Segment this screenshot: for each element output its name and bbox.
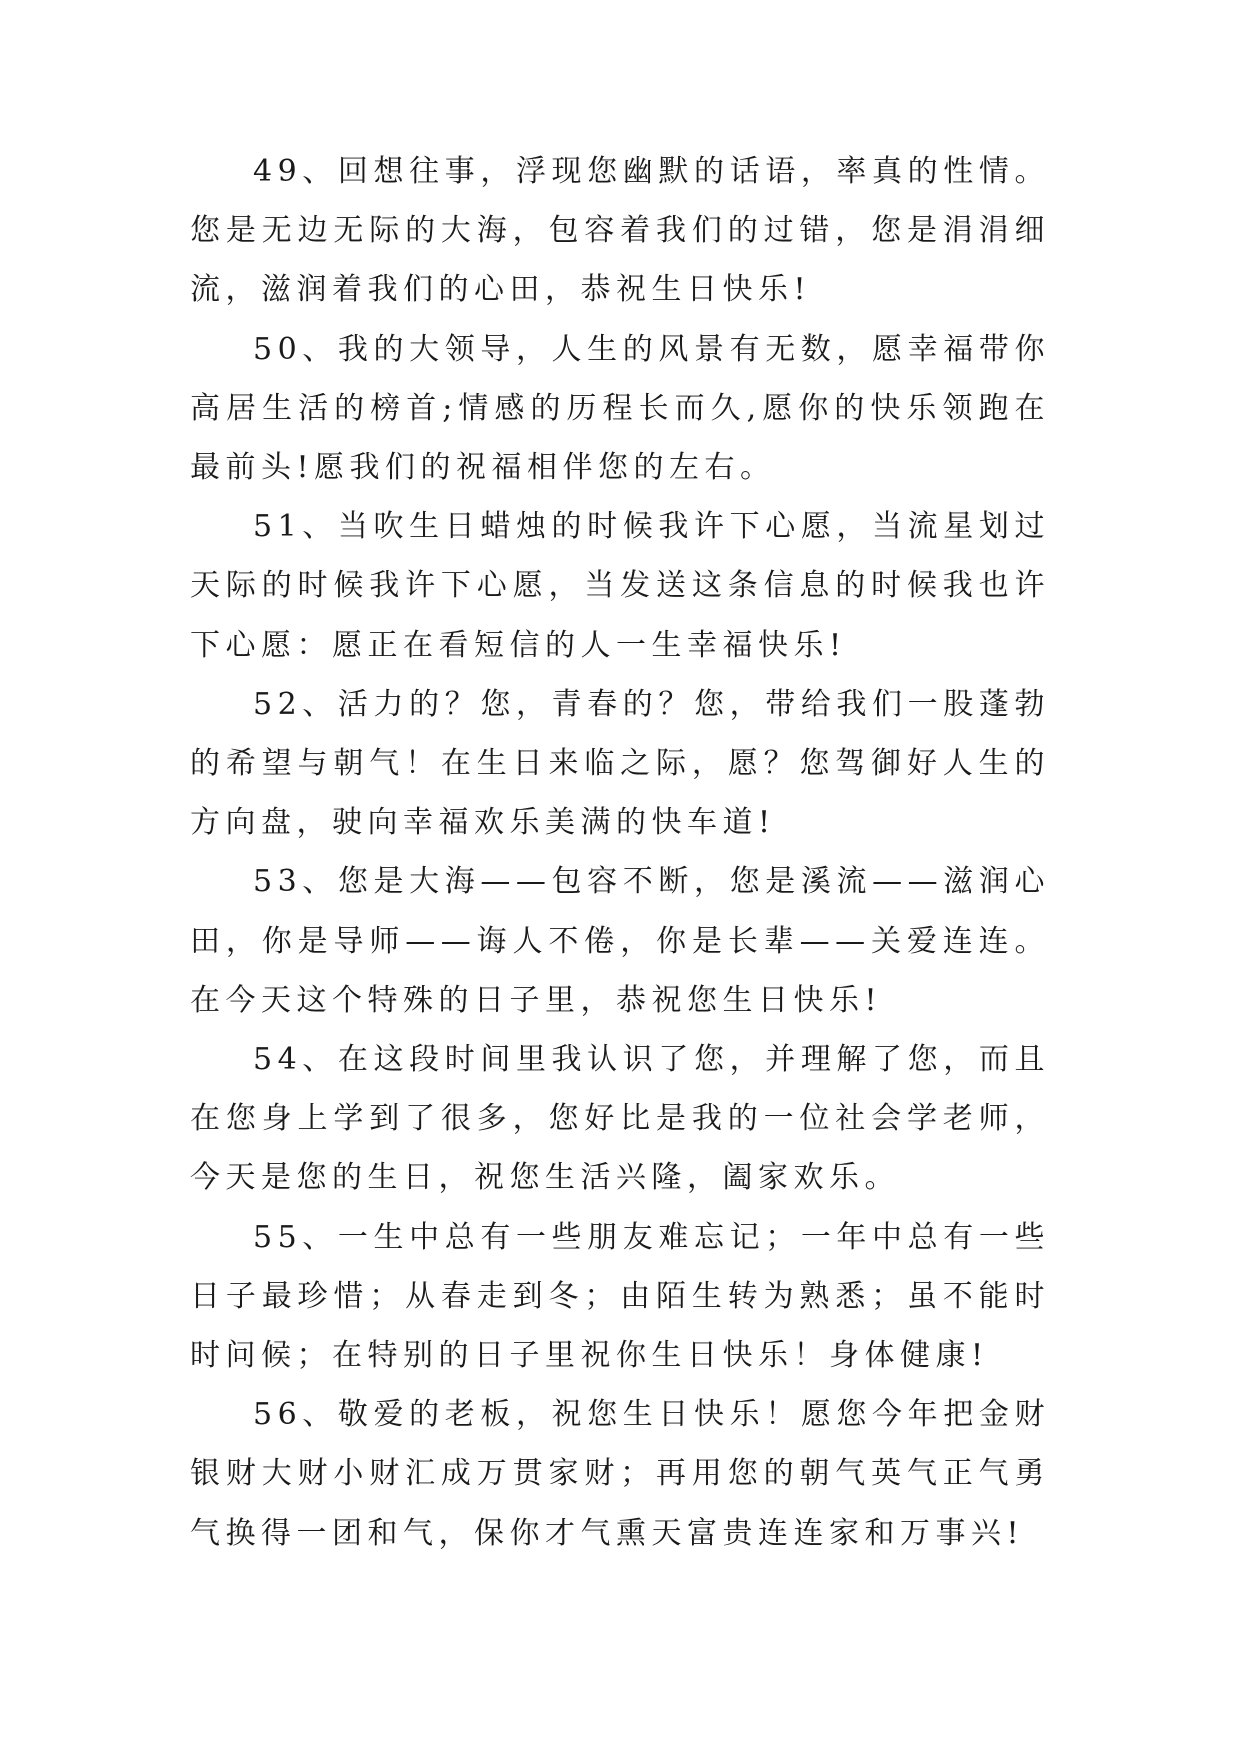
paragraph-55: 55、一生中总有一些朋友难忘记；一年中总有一些日子最珍惜；从春走到冬；由陌生转为熟悉；虽不能时时问候；在特别的日子里祝你生日快乐！身体健康! [190, 1219, 1050, 1374]
paragraph-49: 49、回想往事，浮现您幽默的话语，率真的性情。您是无边无际的大海，包容着我们的过错，您是涓涓细流，滋润着我们的心田，恭祝生日快乐! [190, 154, 1050, 308]
paragraph-54: 54、在这段时间里我认识了您，并理解了您，而且在您身上学到了很多，您好比是我的一位社会学老师，今天是您的生日，祝您生活兴隆，阖家欢乐。 [190, 1042, 1050, 1196]
paragraph-53: 53、您是大海——包容不断，您是溪流——滋润心田，你是导师——诲人不倦，你是长辈——关爱连连。在今天这个特殊的日子里，恭祝您生日快乐! [190, 864, 1050, 1018]
paragraph-56: 56、敬爱的老板，祝您生日快乐！愿您今年把金财银财大财小财汇成万贯家财；再用您的朝气英气正气勇气换得一团和气，保你才气熏天富贵连连家和万事兴! [190, 1397, 1050, 1551]
paragraph-50: 50、我的大领导，人生的风景有无数，愿幸福带你高居生活的榜首;情感的历程长而久,愿你的快乐领跑在最前头!愿我们的祝福相伴您的左右。 [190, 331, 1050, 486]
paragraph-51: 51、当吹生日蜡烛的时候我许下心愿，当流星划过天际的时候我许下心愿，当发送这条信息的时候我也许下心愿：愿正在看短信的人一生幸福快乐! [190, 509, 1050, 663]
document-body [190, 142, 1050, 1563]
paragraph-52: 52、活力的？您，青春的？您，带给我们一股蓬勃的希望与朝气！在生日来临之际，愿？您驾御好人生的方向盘，驶向幸福欢乐美满的快车道! [190, 686, 1050, 841]
